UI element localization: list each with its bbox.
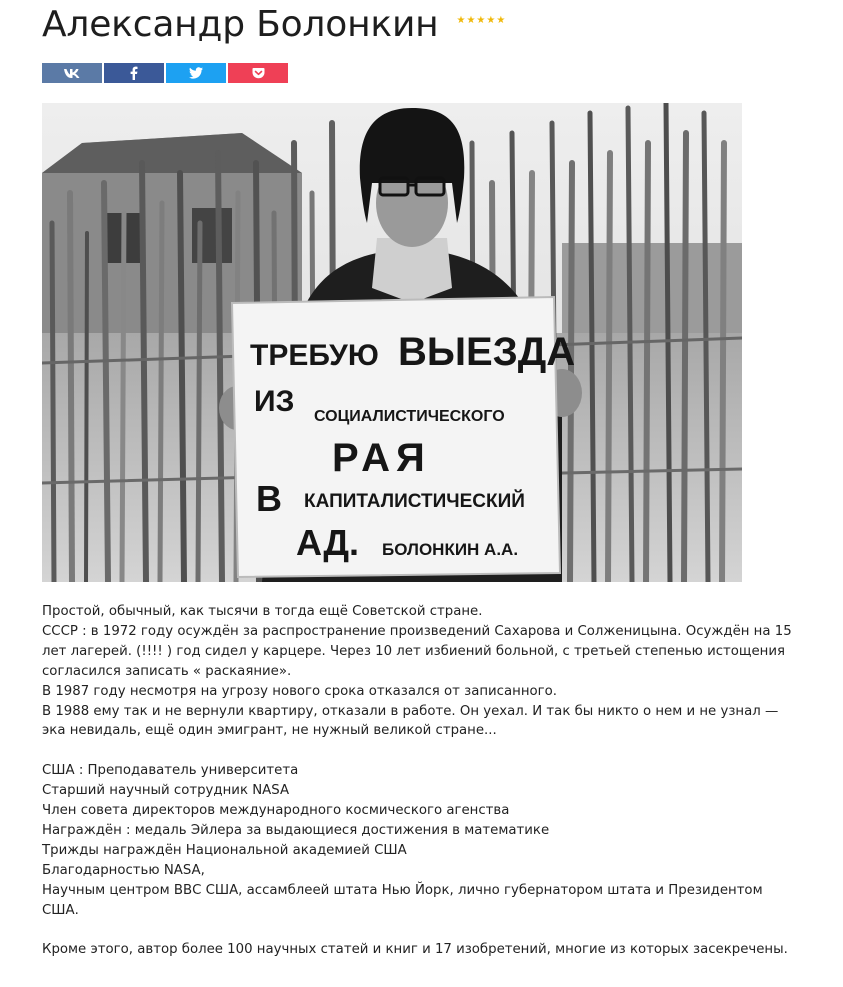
sign-text: АД. (296, 522, 359, 563)
sign-text: РАЯ (332, 436, 431, 480)
share-pocket-button[interactable] (228, 63, 288, 83)
star-icon[interactable]: ★ (486, 15, 496, 26)
article-paragraph: США : Преподаватель университета (42, 763, 299, 779)
star-icon[interactable]: ★ (496, 15, 506, 26)
sign-text: В (256, 478, 282, 519)
sign-text: КАПИТАЛИСТИЧЕСКИЙ (304, 491, 525, 512)
paragraph-spacer (42, 920, 802, 940)
article-paragraph: Трижды награждён Национальной академией США (42, 842, 407, 858)
facebook-icon (130, 66, 138, 80)
article-paragraph: Член совета директоров международного космического агенства (42, 803, 510, 819)
article-paragraph: Благодарностью NASA, (42, 862, 205, 878)
article-paragraph: В 1988 ему так и не вернули квартиру, отказали в работе. Он уехал. И так бы никто о нем и не узнал — эка невидаль, ещё один эмигрант, не нужный великой стране... (42, 703, 779, 739)
article-paragraph: Простой, обычный, как тысячи в тогда ещё Советской стране. (42, 604, 483, 619)
sign-text: СОЦИАЛИСТИЧЕСКОГО (314, 408, 505, 425)
pocket-icon (252, 67, 265, 79)
article-paragraph: СССР : в 1972 году осуждён за распространение произведений Сахарова и Солженицына. Осуждён на 15 лет лагерей. (!!!! ) год сидел у карцере. Через 10 лет избиений больной, с третьей степенью истощения согласился записать « раскаяние». (42, 623, 792, 679)
article-paragraph: В 1987 году несмотря на угрозу нового срока отказался от записанного. (42, 683, 558, 699)
vk-icon (63, 68, 81, 79)
protest-photo (42, 103, 742, 582)
page-title: Александр Болонкин (42, 3, 439, 45)
twitter-icon (189, 67, 203, 79)
article-paragraph: Кроме этого, автор более 100 научных статей и книг и 17 изобретений, многие из которых засекречены. (42, 942, 788, 958)
paragraph-spacer (42, 741, 802, 761)
sign-text: БОЛОНКИН А.А. (382, 540, 519, 559)
sign-text: ИЗ (254, 385, 295, 418)
star-icon[interactable]: ★ (456, 15, 466, 26)
star-icon[interactable]: ★ (476, 15, 486, 26)
article-paragraph: Научным центром ВВС США, ассамблеей штата Нью Йорк, лично губернатором штата и Президентом США. (42, 882, 763, 918)
title-row (42, 2, 505, 46)
share-twitter-button[interactable] (166, 63, 226, 83)
article-paragraph: Награждён : медаль Эйлера за выдающиеся достижения в математике (42, 822, 550, 838)
article-paragraph: Старший научный сотрудник NASA (42, 783, 290, 799)
article-photo (42, 103, 742, 582)
star-icon[interactable]: ★ (466, 15, 476, 26)
share-facebook-button[interactable] (104, 63, 164, 83)
share-bar (42, 63, 288, 83)
sign-text: ТРЕБУЮ (250, 339, 379, 372)
sign-text: ВЫЕЗДА (398, 330, 576, 374)
rating-stars[interactable] (456, 16, 505, 26)
share-vk-button[interactable] (42, 63, 102, 83)
article-body (42, 602, 802, 960)
